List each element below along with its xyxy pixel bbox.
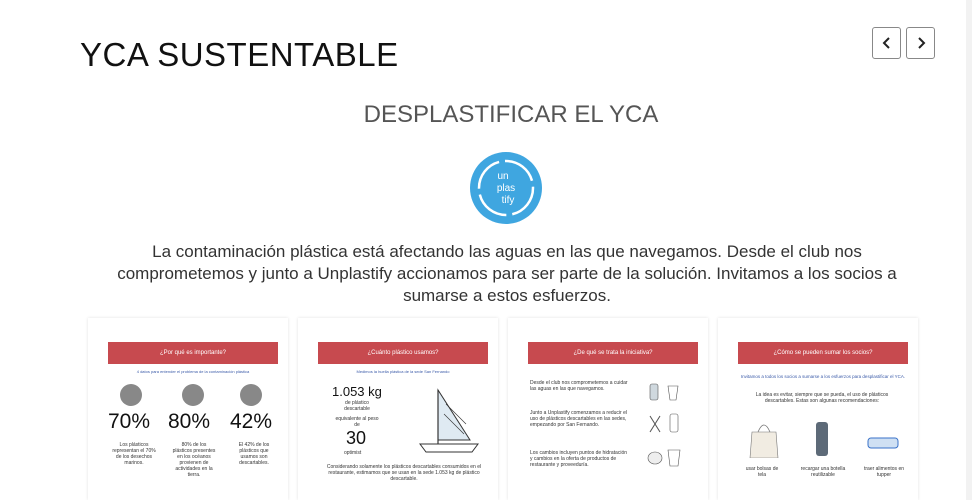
chevron-left-icon [882,37,892,49]
card-footer-note: Considerando solamente los plásticos descartables consumidos en el restaurante, estimamos que se usan en la sede 1.053 kg de plástico descartable. [326,464,482,482]
stat-note: 80% de los plásticos presentes en los océanos provienen de actividades en la tierra. [172,442,216,478]
recommendation-label: usar bolsas de tela [745,466,779,478]
card-initiative[interactable] [508,318,708,500]
stat-value: 80% [168,410,211,433]
pie-chart-icon [240,384,262,406]
card-how-to-join[interactable] [718,318,918,500]
intro-paragraph: La contaminación plástica está afectando las aguas en las que navegamos. Desde el club nos comprometemos y junto a Unplastify accionamos para ser parte de la solución. Invitamos a los socios a sumarse a estos esfuerzos. [117,242,897,305]
card-header: ¿Cómo se pueden sumar los socios? [738,342,908,364]
carousel-nav [872,27,935,59]
sailboat-icon [408,380,488,460]
card-subtitle: Medimos la huella plástica de la sede San Fernando [356,369,450,374]
card-description: La idea es evitar, siempre que se pueda, el uso de plásticos descartables. Estas son algunas recomendaciones: [755,392,889,404]
card-importance[interactable] [88,318,288,500]
recommendation-label: traer alimentos en tupper [863,466,905,478]
chevron-right-icon [916,37,926,49]
unplastify-logo-icon [470,152,542,224]
logo-text-plas: plas [496,183,516,194]
card-subtitle: 4 datos para entender el problema de la contaminación plástica [136,369,250,374]
card-header: ¿De qué se trata la iniciativa? [528,342,698,364]
page-scrollbar[interactable] [966,0,972,500]
next-button[interactable] [906,27,935,59]
stat-note: Los plásticos representan el 70% de los desechos marinos. [112,442,156,466]
card-plastic-usage[interactable] [298,318,498,500]
card-subtitle: Invitamos a todos los socios a sumarse a los esfuerzos para desplastificar el YCA. [740,374,906,379]
stat-note: El 42% de los plásticos que usamos son descartables. [238,442,270,466]
boats-label: optimist [344,450,362,456]
plastic-amount-label: de plástico descartable [344,400,370,412]
stat-value: 42% [230,410,273,433]
equivalence-label: equivalente al peso de [335,416,379,428]
logo-text-un: un [497,171,509,182]
infographic-cards [78,318,928,500]
pie-chart-icon [182,384,204,406]
plastic-items-icon [646,380,686,480]
stat-value: 70% [108,410,151,433]
initiative-text: Junto a Unplastify comenzamos a reducir el uso de plásticos descartables en las sedes, empezando por San Fernando. [530,410,627,428]
card-header: ¿Por qué es importante? [108,342,278,364]
logo-text-tify: tify [501,195,515,206]
initiative-text: Los cambios incluyen puntos de hidratación y cambios en la oferta de productos de restaurante y proveeduría. [530,450,628,468]
plastic-amount: 1.053 kg [332,384,382,399]
reusable-items-icon [742,418,904,458]
recommendation-label: recargar una botella reutilizable [800,466,846,478]
section-title: DESPLASTIFICAR EL YCA [363,101,659,128]
pie-chart-icon [120,384,142,406]
previous-button[interactable] [872,27,901,59]
boats-count: 30 [346,428,367,448]
unplastify-logo [470,152,542,224]
page-title: YCA SUSTENTABLE [80,36,399,73]
initiative-text: Desde el club nos comprometemos a cuidar las aguas en las que navegamos. [530,380,628,392]
card-header: ¿Cuánto plástico usamos? [318,342,488,364]
